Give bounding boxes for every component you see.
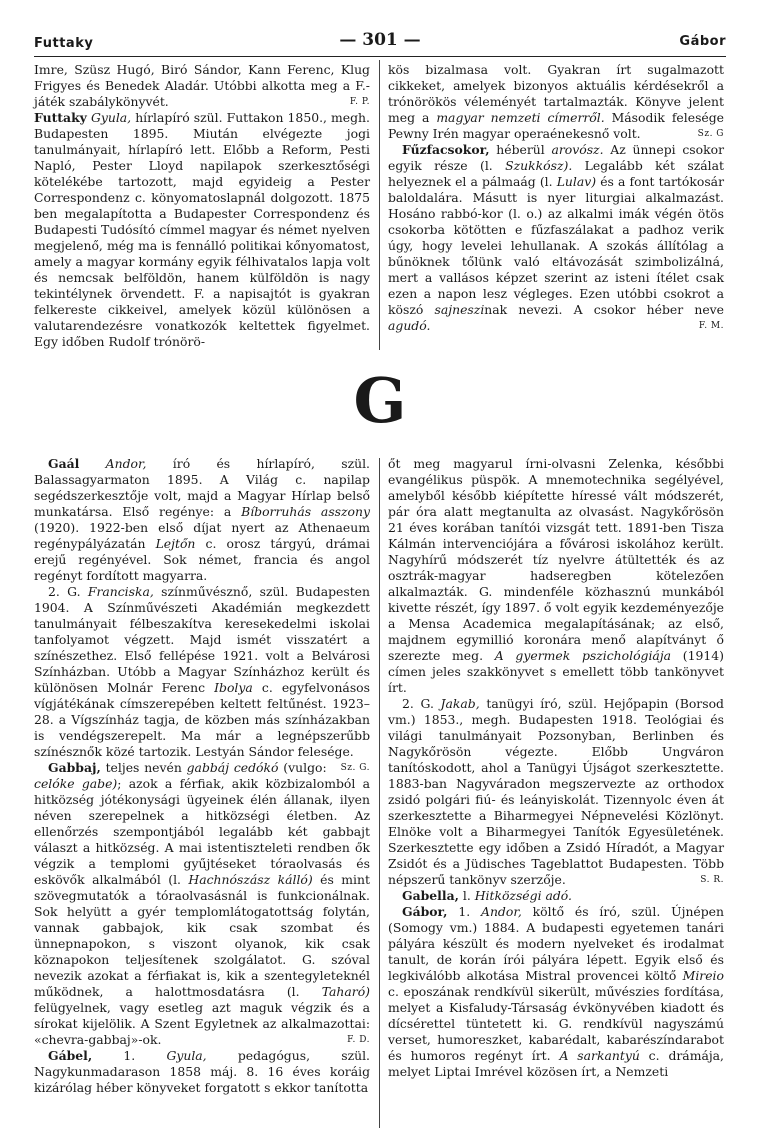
column-divider-bottom	[379, 458, 380, 1128]
entry-headword: Fűzfacsokor,	[402, 142, 490, 157]
entry-futtaky-gyula	[34, 110, 370, 350]
entry-text: színművésznő, szül. Budapesten 1904. A Színművészeti Akadémián megkezdett tanulmányait félbeszakítva keresekedelmi iskolai tanfolyamot végzett. Majd ismét visszatért a színészethez. Első fellépése 1921. volt a Belvárosi Színházban. Utóbb a Magyar Színházhoz került és különösen Molnár Ferenc	[34, 584, 370, 695]
entry-given-name: Gyula,	[90, 110, 132, 125]
section-letter: G	[353, 364, 407, 437]
italic-title: Ibolya	[214, 680, 253, 695]
entry-text: c. eposzának rendkívül sikerült, művészies fordítása, melyet a Kisfaludy-Társaság évkönyvében kiadott és dícsérettel tüntetett ki. G. rendkívül nagyszámú verset, humoreszket, kabarédalt, kabarészíndarabot és humoros regényt írt.	[388, 984, 724, 1063]
italic-term: Hachnószász kálló)	[188, 872, 313, 887]
entry-text: író és hírlapíró, szül. Balassagyarmaton 1895. A Világ c. napilap segédszerkesztője volt, majd a Magyar Hírlap belső munkatársa. Első regénye: a	[34, 456, 370, 519]
italic-title: magyar nemzeti címerről.	[436, 110, 605, 125]
header-rule	[34, 56, 726, 57]
entry-given-name: Andor,	[105, 456, 147, 471]
entry-text: c. orosz tárgyú, drámai erejű regényével. Sok német, francia és angol regényt fordított magyarra.	[34, 536, 370, 583]
entry-text: (vulgo:	[278, 760, 327, 775]
entry-text: őt meg magyarul írni-olvasni Zelenka, későbbi evangélikus püspök. A mnemotechnika segélyével, amelyből később kiépítette híressé vált módszerét, pár óra alatt megtanulta az olvasást. Nagykőrösön 21 éves korában tanítói vizsgát tett. 1891-ben Tisza Kálmán intervenciójára a fővárosi iskolához került. Nagyhírű módszerét tíz nyelvre átültették és az osztrák-magyar hadseregben kötelezően alkalmazták. G. mindenféle közhasznú munkából kivette részét, így 1897. ő volt egyik kezdeményezője a Mensa Academica megalapításának; az első, majdnem egymillió koronára menő alapítványt ő szerezte meg.	[388, 456, 724, 663]
header-left-guide-word: Futtaky	[34, 36, 94, 51]
author-signature: Sz. G	[697, 129, 724, 139]
entry-text: 2. G.	[402, 696, 441, 711]
entry-text: 2. G.	[48, 584, 88, 599]
header-right-guide-word: Gábor	[679, 34, 726, 49]
column-top-right	[388, 62, 724, 334]
entry-text: c. drámája, melyet Liptai Imrével közösen írt, a Nemzeti	[388, 1048, 725, 1079]
entry-text: nak nevezi. A csokor héber neve	[484, 302, 724, 317]
entry-given-name: Jakab,	[440, 696, 480, 711]
entry-text: tanügyi író, szül. Hejőpapin (Borsod vm.) 1853., megh. Budapesten 1918. Teológiai és világi tanulmányait Pozsonyban, Berlinben és Nagykőrösön végezte. Előbb Ungváron tanítóskodott, ahol a Tanügyi Újságot szerkesztette. 1883-ban Nagyváradon megszervezte az orthodox zsidó polgári fiú- és leányiskolát. Tizennyolc éven át szerkesztette a Biharmegyei Népnevelési Közlönyt. Elnöke volt a Biharmegyei Tanítók Egyesületének. Szerkesztette egy időben a Zsidó Híradót, a Magyar Zsidót és a Jüdisches Tageblattot Budapesten. Több népszerű tankönyv szerzője.	[388, 696, 724, 887]
paragraph-text: Imre, Szüsz Hugó, Biró Sándor, Kann Ferenc, Klug Frigyes és Benedek Aladár. Utóbbi alkotta meg a F.-játék szabálykönyvét.	[34, 62, 370, 109]
entry-gabor-andor	[388, 904, 724, 1080]
entry-headword: Futtaky	[34, 110, 87, 125]
italic-term: gabbáj cedókó	[186, 760, 279, 775]
author-signature: S. R.	[700, 875, 724, 885]
italic-term: Taharó)	[321, 984, 370, 999]
italic-term: sajneszi	[434, 302, 485, 317]
italic-title: Bíborruhás asszony	[241, 504, 370, 519]
entry-text: 1.	[92, 1048, 167, 1063]
column-top-left	[34, 62, 370, 350]
author-signature: F. M.	[698, 321, 724, 331]
entry-text: felügyelnek, vagy esetleg azt maguk végzik és a sírokat kijelölik. A Szent Egyletnek az alkalmazottai: «chevra-gabbaj»-ok.	[34, 1000, 370, 1047]
entry-headword: Gabbaj,	[48, 760, 101, 775]
entry-headword: Gabella,	[402, 888, 459, 903]
italic-term: Lulav)	[556, 174, 597, 189]
entry-text: (1920). 1922-ben első díjat nyert az Athenaeum regénypályázatán	[34, 520, 370, 551]
entry-text: Az ünnepi csokor egyik része (l.	[388, 142, 725, 173]
entry-headword: Gaál	[48, 456, 80, 471]
entry-text: hírlapíró szül. Futtakon 1850., megh. Budapesten 1895. Miután elvégezte jogi tanulmányait, hírlapíró lett. Előbb a Reform, Pesti Napló, Pester Lloyd napilapok szerkesztőségi kötelékébe tartozott, majd egyideig a Pester Correspondenz c. könyomatoslapnál dolgozott. 1875 ben megalapította a Budapester Correspondenz és Budapesti Tudósító címmel magyar és német nyelven megjelenő, még ma is fennálló politikai kőnyomatost, amely a magyar kormány egyik félhivatalos lapja volt és nemcsak belföldön, hanem külföldön is nagy tekintélynek örvendett. F. a napisajtót is gyakran felkereste cikkeivel, amelyek közül különösen a valutarendezésre vonatkozók keltettek figyelmet. Egy időben Rudolf trónörö-	[34, 110, 370, 349]
running-header	[34, 30, 726, 52]
entry-fuzfacsokor	[388, 142, 724, 334]
italic-term: Szukkósz).	[505, 158, 573, 173]
entry-text: teljes nevén	[100, 760, 187, 775]
entry-text: és mint szövegmutatók a tóraolvasásnál is funkcionálnak. Sok helyütt a gyér templomlátogatottság folytán, vannak gabbajok, kik csak szombat és ünnepnapokon, s viszont olyanok, kik csak köznapokon teljesítenek szolgálatot. G. szóval nevezik azokat a férfiakat is, kik a szentegyleteknél működnek, a halottmosdatásra (l.	[34, 872, 370, 999]
column-bottom-left	[34, 456, 370, 1096]
entry-gabel-jakab	[388, 696, 724, 888]
entry-text: költő és író, szül. Újnépen (Somogy vm.) 1884. A budapesti egyetemen tanári pályára készült és modern nyelveket és irodalmat tanult, de korán írói pályára lépett. Egyik első és legkiválóbb alkotása Mistral provencei költő	[388, 904, 724, 983]
entry-text: ; azok a férfiak, akik közbizalomból a hitközség jótékonysági ügyeinek élén állanak, ilyen néven szerepelnek a hitközségi életben. Az ellenőrzés szempontjából legalább két gabbajt választ a hitközség. A mai istentiszteleti rendben ők végzik a templomi gyűjtéseket tóraolvasás és eskövők alkalmából (l.	[34, 776, 370, 887]
entry-text: Legalább két szálat helyeznek el a pálmaág (l.	[388, 158, 724, 189]
entry-headword: Gábel,	[48, 1048, 93, 1063]
column-bottom-right	[388, 456, 724, 1080]
entry-given-name: Andor,	[481, 904, 522, 919]
italic-title: A gyermek pszichológiája	[494, 648, 672, 663]
paragraph-continuation	[34, 62, 370, 110]
entry-given-name: Gyula,	[166, 1048, 207, 1063]
author-signature: F. P.	[349, 97, 370, 107]
entry-text: héberül	[489, 142, 552, 157]
italic-title: Lejtőn	[155, 536, 196, 551]
italic-term: agudó.	[388, 318, 431, 333]
italic-term: celóke gabe)	[34, 776, 118, 791]
entry-text: pedagógus, szül. Nagykunmadarason 1858 máj. 8. 16 éves koráig kizárólag héber könyveket forgatott s ekkor tanította	[34, 1048, 370, 1095]
entry-gabella	[388, 888, 724, 904]
entry-gaal-andor	[34, 456, 370, 584]
italic-title: A sarkantyú	[559, 1048, 640, 1063]
italic-title: Mireio	[682, 968, 724, 983]
entry-gabel-gyula	[34, 1048, 370, 1096]
entry-given-name: Franciska,	[87, 584, 154, 599]
entry-text: (1914) címen jeles szakkönyvet s emellett több tankönyvet írt.	[388, 648, 725, 695]
author-signature: F. D.	[347, 1035, 370, 1045]
cross-reference: Hitközségi adó.	[474, 888, 572, 903]
paragraph-continuation	[388, 456, 724, 696]
paragraph-continuation	[388, 62, 724, 142]
italic-term: arovósz.	[551, 142, 604, 157]
paragraph-text: kös bizalmasa volt. Gyakran írt sugalmazott cikkeket, amelyek bizonyos aktuális kérdésekről a trónörökös véleményét tartalmazták. Könyve jelent meg a	[388, 62, 724, 125]
page-number: — 301 —	[339, 30, 421, 50]
entry-text: c. egyfelvonásos vígjátékának címszerepében keltett feltűnést. 1923–28. a Vígszínház tagja, de közben más színházakban is vendégszerepelt. Ma már a legnépszerűbb színésznők közé tartozik. Lestyán Sándor felesége.	[34, 680, 370, 759]
author-signature: Sz. G.	[340, 763, 370, 773]
entry-gabbaj	[34, 760, 370, 1048]
entry-text: l.	[458, 888, 475, 903]
entry-headword: Gábor,	[402, 904, 448, 919]
entry-text: és a font tartókosár baloldalára. Másutt is nyer liturgiai alkalmazást. Hosáno rabbó-kor (l. o.) az alkalmi imák végén ötös csokorba kötötten e fűzfaszálakat a padhoz verik úgy, hogy levelei lehullanak. A szokás állítólag a bűnöknek tőlünk való eltávozását szimbolizálná, mert a vallásos képzet szerint az isteni ítélet csak ezen a napon lesz végleges. Ezen utóbbi csokrot a köszó	[388, 174, 724, 317]
entry-text: 1.	[447, 904, 481, 919]
paragraph-text: Második felesége Pewny Irén magyar operaénekesnő volt.	[388, 110, 725, 141]
column-divider-top	[379, 60, 380, 350]
